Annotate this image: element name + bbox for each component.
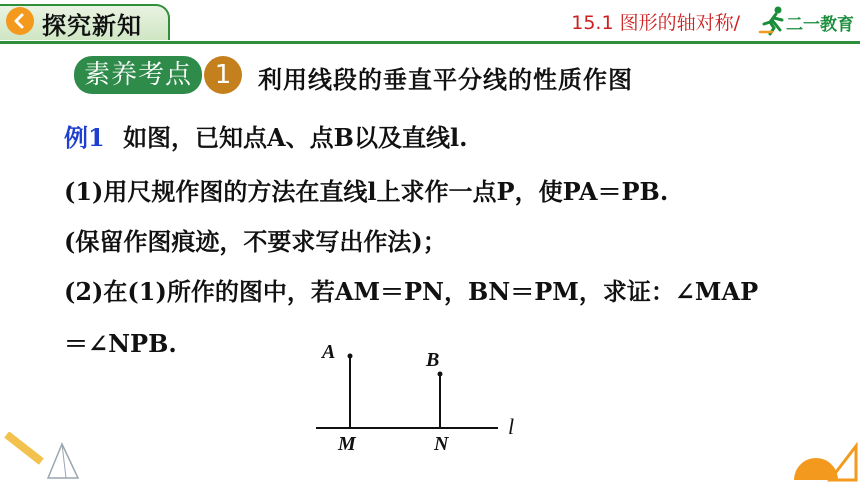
header-divider	[0, 41, 860, 44]
chevron-left-icon	[12, 13, 28, 29]
label-M: M	[338, 433, 356, 455]
label-N: N	[434, 433, 449, 455]
protractor-triangle-decoration-icon	[790, 436, 860, 484]
header-bar	[0, 0, 860, 44]
problem-line-3: (保留作图痕迹，不要求写出作法)；	[64, 227, 447, 256]
point-A	[348, 354, 353, 359]
problem-line-2: (1)用尺规作图的方法在直线l上求作一点P，使PA＝PB.	[64, 177, 669, 206]
problem-line-5: ＝∠NPB.	[64, 329, 177, 358]
example-label: 例1	[64, 123, 105, 152]
page-title: 探究新知	[42, 12, 142, 40]
topic-number: 1	[204, 56, 242, 94]
back-button[interactable]	[6, 7, 34, 35]
ruler-pyramid-decoration-icon	[0, 432, 90, 484]
geometry-figure	[300, 330, 540, 460]
problem-text-1: 如图，已知点A、点B以及直线l.	[123, 123, 468, 152]
topic-title: 利用线段的垂直平分线的性质作图	[258, 66, 633, 94]
topic-badge: 素养考点	[74, 56, 202, 94]
label-l: l	[508, 414, 515, 439]
problem-line-4: (2)在(1)所作的图中，若AM＝PN，BN＝PM，求证：∠MAP	[64, 277, 759, 306]
problem-line-1	[64, 118, 467, 153]
label-B: B	[426, 349, 440, 371]
section-title: 15.1 图形的轴对称/	[571, 12, 740, 34]
point-B	[438, 372, 443, 377]
brand-text: 二一教育	[786, 15, 854, 35]
label-A: A	[322, 341, 336, 363]
